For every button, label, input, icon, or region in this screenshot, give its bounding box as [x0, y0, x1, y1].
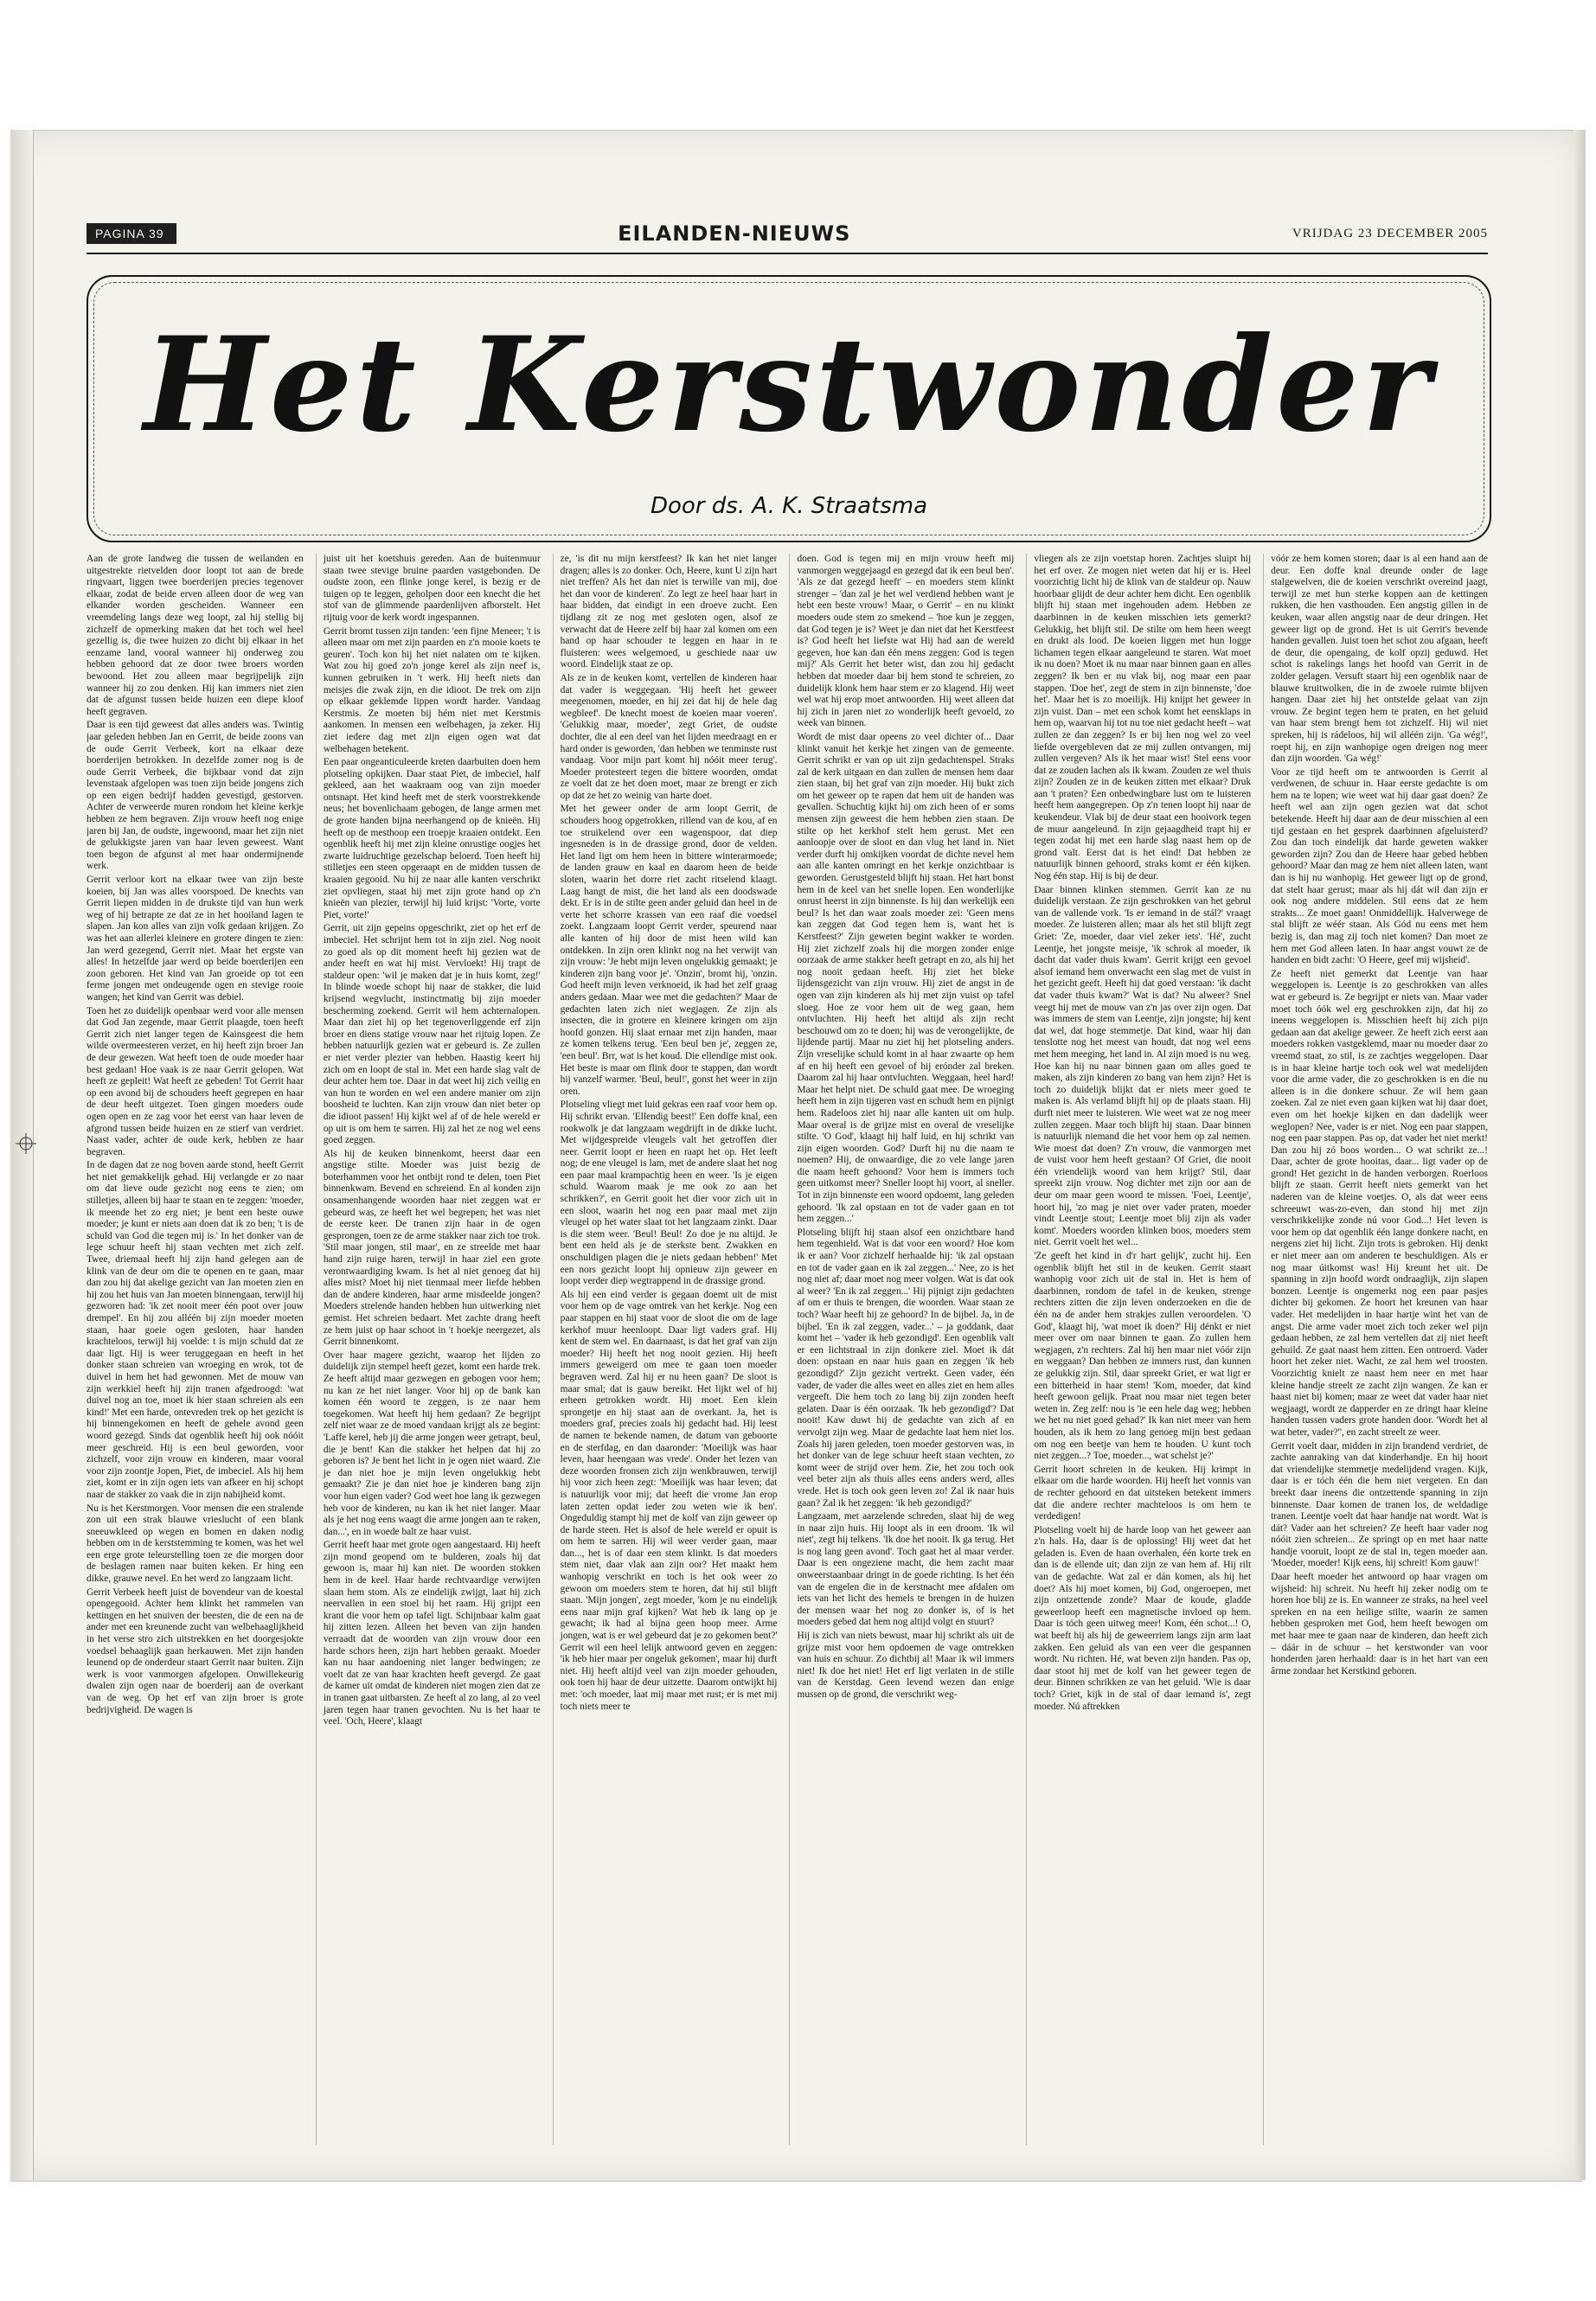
text-column-4 [789, 554, 1014, 2145]
title-banner [87, 275, 1491, 542]
paragraph: Over haar magere gezicht, waarop het lijden zo duidelijk zijn stempel heeft gezet, komt een harde trek. Ze heeft altijd maar gezwegen en gebogen voor hem; nu kan ze het niet langer. Voor hij op de bank kan komen één woord te zeggen, is ze naar hem toegekomen. Wat heeft hij hem gedaan? Ze begrijpt zelf niet waar ze de moed vandaan krijgt als ze begint: 'Laffe kerel, heb jij die arme jongen weer getrapt, beul, die je bent! Kan die stakker het helpen dat hij zo geboren is? Je bent het licht in je ogen niet waard. Zie je dan niet hoe je mijn leven ongelukkig hebt gemaakt? Zie je dan niet hoe je kinderen bang zijn voor hun eigen vader? God weet hoe lang ik gezwegen heb voor de kinderen, nu kan ik het niet langer. Maar als je het nog eens waagt die arme jongen aan te raken, dan...', en in woede balt ze haar vuist. [323, 1349, 541, 1537]
paragraph: Daar binnen klinken stemmen. Gerrit kan ze nu duidelijk verstaan. Ze zijn geschrokken van het gebrul van de vallende vork. 'Is er iemand in de stál?' vraagt moeder. Ze luisteren allen; maar als het stil blijft zegt Griet: 'Ze, moeder, daar viel zeker iets'. 'Hé', zucht Leentje, het jongste meisje, 'ik schrok al moeder, ik dacht dat vader thuis kwam'. Gerrit krijgt een gevoel alsof iemand hem onverwacht een slag met de vuist in het gezicht geeft. Heeft hij dat goed verstaan: 'ik dacht dat vader thuis kwam?' Wat is dat? Nu alweer? Snel veegt hij met de mouw van z'n jas over zijn ogen. Dat was immers de stem van Leentje, zijn jongste; hij kent dat wel, dat hoge stemmetje. Dat kind, waar hij dan tenslotte nog het meest van houdt, dat nog wel eens met hem meeging, het land in. Al zijn moed is nu weg. Hoe kan hij nu naar binnen gaan om alles goed te maken, als zijn kinderen zo bang van hem zijn? Het is toch zo duidelijk blijkt dat er niets meer goed te maken is. Als verlamd blijft hij op de plaats staan. Hij durft niet meer te luisteren. Wie weet wat ze nog meer zullen zeggen. Maar toch blijft hij staan. Daar binnen is natuurlijk niemand die het voor hem op zal nemen. Wie moest dat doen? Z'n vrouw, die vanmorgen met de vuist voor hem heeft gestaan? Of Griet, die nooit één vriendelijk woord van hem krijgt? Stil, daar spreekt zijn vrouw. Nog dichter met zijn oor aan de deur om maar geen woord te missen. 'Foei, Leentje', hoort hij, 'zo mag je niet over vader praten, moeder vindt Leentje stout; Leentje moet blij zijn als vader komt'. Moeders woorden klinken boos, moeders stem niet. Gerrit voelt het wel... [1034, 884, 1252, 1248]
paragraph: Een paar ongeanticuleerde kreten daarbuiten doen hem plotseling opkijken. Daar staat Piet, de imbeciel, half gekleed, aan het waakraam oog van zijn moeder ontsnapt. Het kind heeft met de sterk voorstrekkende neus; het bovenlichaam gebogen, de lange armen met de grote handen bijna neerhangend op de knieën. Hij heeft op de mesthoop een troepje kraaien ontdekt. Een ogenblik heeft hij met zijn kleine onrustige oogjes het zwarte luidruchtige gezelschap beloerd. Toen heeft hij stilletjes een steen opgeraapt en de midden tussen de kraaien gegooid. Nu hij ze naar alle kanten verschrikt ziet opvliegen, staat hij met zijn grote hand op z'n knieën van plezier, terwijl hij luid krijst: 'Vorte, vorte Piet, vorte!' [323, 757, 541, 920]
paragraph: vliegen als ze zijn voetstap horen. Zachtjes sluipt hij het erf over. Ze mogen niet weten dat hij er is. Heel voorzichtig licht hij de klink van de staldeur op. Nauw hoorbaar glijdt de deur achter hem dicht. Een ogenblik blijft hij staan met ingehouden adem. Hebben ze daarbinnen in de keuken misschien iets gemerkt? Gelukkig, het blijft stil. De stilte om hem heen weegt en drukt als lood. De koeien liggen met hun logge lichamen tegen elkaar aangeleund te staren. Wat moet ik nu doen? Moet ik nu maar naar binnen gaan en alles zeggen? Ik ben er nu vlak bij, nog maar een paar stappen. 'Doe het', zegt de stem in zijn binnenste, 'doe het'. Maar het is zo moeilijk. Hij knijpt het geweer in zijn vuist. Dan – met een schok komt het eensklaps in hem op, waarvan hij tot nu toe niet gedacht heeft – wat zullen ze dan zeggen? Is er bij hen nog wel zo veel liefde overgebleven dat ze mij zullen ontvangen, mij zullen vergeven? Als ik het maar wist! Stel eens voor dat ze zouden lachen als ik kwam. Zouden ze wel thuis zijn? Zouden ze in de keuken zitten met elkaar? Druk aan 't praten? Een onbedwingbare lust om te luisteren heeft hem aangegrepen. Op z'n tenen loopt hij naar de keukendeur. Vlak bij de deur staat een hooivork tegen de muur aangeleund. In zijn gejaagdheid trapt hij er tegen zodat hij met een harde slag naast hem op de grond valt. Eerst dat is het eind! Dat hebben ze natuurlijk binnen gehoord, straks komt er één kijken. Nog één stap. Hij is bij de deur. [1034, 554, 1252, 882]
paragraph: Aan de grote landweg die tussen de weilanden en uitgestrekte rietvelden door loopt tot aan de brede ringvaart, liggen twee boerderijen precies tegenover elkaar, zodat de beide erven alleen door de weg van elkander worden gescheiden. Wanneer een vreemdeling langs deze weg loopt, zal hij stellig bij zichzelf de opmerking maken dat het toch wel heel gezellig is, die twee huizen zo dicht bij elkaar in het eenzame land, vooral wanneer hij onderweg zou hebben gehoord dat ze door twee broers worden bewoond. Het zou alleen maar begrijpelijk zijn wanneer hij zo zou denken. Hij kan immers niet zien dat de afgunst tussen beide huizen een diepe kloof heeft gegraven. [87, 554, 304, 717]
paragraph: Gerrit heeft haar met grote ogen aangestaard. Hij heeft zijn mond geopend om te bulderen, zoals hij dat gewoon is, maar hij kan niet. De woorden stokken hem in de keel. Haar harde rechtvaardige verwijten slaan hem stom. Als ze eindelijk zwijgt, laat hij zich neervallen in een stoel bij het raam. Hij grijpt een krant die voor hem op tafel ligt. Schijnbaar kalm gaat hij zitten lezen. Alleen het beven van zijn handen verraadt dat de woorden van zijn vrouw door een harde schors heen, zijn hart hebben geraakt. Moeder kan nu haar aandoening niet langer bedwingen; ze voelt dat ze van haar krachten heeft gevergd. Ze gaat de kamer uit omdat de kinderen niet mogen zien dat ze in tranen gaat uitbarsten. Ze heeft al zo lang, al zo veel jaren tegen haar tranen gevochten. Nu is het haar te veel. 'Och, Heere', klaagt [323, 1540, 541, 1727]
paragraph: Toen het zo duidelijk openbaar werd voor alle mensen dat God Jan zegende, maar Gerrit plaagde, toen heeft Gerrit zich niet langer tegen de Kainsgeest die hem wilde overmeesteren verzet, en hij heeft zijn broer Jan de deur gewezen. Wat heeft toen de oude moeder haar best gedaan! Hoe vaak is ze naar Gerrit gelopen. Wat heeft ze gepleit! Wat heeft ze gebeden! Tot Gerrit haar op een avond bij de schouders heeft gegrepen en haar de deur heeft uitgezet. Toen gingen moeders oude ogen open en ze zag voor het eerst van haar leven de afgrond tussen beide huizen en ze stierf van verdriet. Naast vader, achter de oude kerk, hebben ze haar begraven. [87, 1005, 304, 1157]
registration-mark-icon [16, 1133, 36, 1154]
text-column-3 [553, 554, 778, 2145]
page-header [87, 221, 1488, 247]
paragraph: Met het geweer onder de arm loopt Gerrit, de schouders hoog opgetrokken, rillend van de kou, af en toe struikelend over een wagenspoor, dat diep ingesneden is in de drassige grond, door de velden. Het land ligt om hem heen in bittere winterarmoede; de landen grauw en kaal en daarom heen de beide sloten, waarin het dorre riet zacht ritselend klaagt. Laag hangt de mist, die het land als een doodswade dekt. Er is in de stilte geen ander geluid dan heel in de verte het schorre krassen van een raaf die voedsel zoekt. Langzaam loopt Gerrit verder, speurend naar alle kanten of hij door de mist heen wild kan ontdekken. In zijn oren klinkt nog na het verwijt van zijn vrouw: 'Je hebt mijn leven ongelukkig gemaakt; je kinderen zijn bang voor je'. 'Onzin', bromt hij, 'onzin. God heeft mijn leven verknoeid, ik had het zelf graag anders gedaan. Maar wee met die gedachten?' Maar de gedachten laten zich niet wegjagen. Ze zijn als insecten, die in grotere en kleinere kringen om zijn hoofd gonzen. Hij slaat ernaar met zijn handen, maar ze komen telkens terug. 'Een beul ben je', zeggen ze, 'een beul'. Brr, wat is het koud. Die ellendige mist ook. Het beste is maar om flink door te stappen, dan wordt hij vanzelf warmer. 'Beul, beul!', gonst het weer in zijn oren. [560, 804, 778, 1097]
text-column-6 [1263, 554, 1488, 2145]
page-number: PAGINA 39 [87, 223, 176, 244]
paragraph: 'Ze geeft het kind in d'r hart gelijk', zucht hij. Een ogenblik blijft het stil in de keuken. Gerrit staart wanhopig voor zich uit de stal in. Het is hem of daarbinnen, rondom de tafel in de keuken, strenge rechters zitten die zijn leven onderzoeken en die de één na de ander hem strakjes zullen veroordelen. 'O God', klaagt hij, 'wat moet ik doen?' Hij dénkt er niet meer over om naar binnen te gaan. Zo zullen hem wegjagen, z'n rechters. Zal hij hen maar niet vóór zijn en weggaan? Dan hebben ze immers rust, dan kunnen ze gelukkig zijn. Stil, daar spreekt Griet, er wat ligt er een bitterheid in haar stem! 'Kom, moeder, dat kind heeft gewoon gelijk. Praat nou maar niet tegen beter weten in. Zeg zelf: nou is 'ie een hele dag weg; hebben we het nu niet goed gehad?' Ik kan niet meer van hem houden, als ik hem zo lang genoeg mijn best gedaan om nog een beetje van hem te houden. U kunt toch niet zeggen...? Toe, moeder..., wat schelst je?' [1034, 1251, 1252, 1462]
header-rule [87, 253, 1488, 254]
text-column-5 [1026, 554, 1251, 2145]
paragraph: Daar is een tijd geweest dat alles anders was. Twintig jaar geleden hebben Jan en Gerrit, de beide zoons van de oude Gerrit Verbeek, kort na elkaar deze boerderijen betrokken. In dezelfde zomer nog is de oude Gerrit Verbeek, die bijkbaar vond dat zijn levenstaak afgelopen was toen zijn beide jongens zich op een eigen bedrijf hadden gevestigd, gestorven. Achter de verweerde muren rondom het kleine kerkje hebben ze hem begraven. Zijn vrouw heeft nog enige jaren bij Jan, de oudste, ingewoond, maar het zijn niet de gelukkigste jaren van haar leven geweest. Want toen begon de afgunst al met haar ondermijnende werk. [87, 720, 304, 872]
paragraph: ze, 'is dit nu mijn kerstfeest? Ik kan het niet langer dragen; alles is zo donker. Och, Heere, kunt U zijn hart niet treffen? Als het dan niet is terwille van mij, doe het dan voor de kinderen'. Zo legt ze heel haar hart in haar bidden, dat eindigt in een droeve zucht. Een tijdlang zit ze nog met gesloten ogen, alsof ze verwacht dat de Heere zelf bij haar zal komen om een hand op haar schouder te leggen en haar in te fluisteren: wees welgemoed, u geschiede naar uw woord. Eindelijk staat ze op. [560, 554, 778, 670]
paragraph: Wordt de mist daar opeens zo veel dichter of... Daar klinkt vanuit het kerkje het zingen van de gemeente. Gerrit schrikt er van op uit zijn gedachtenspel. Straks zal de kerk uitgaan en dan zullen de mensen hem daar zien staan, bij het graf van zijn moeder. Hij bukt zich om het geweer op te rapen dat hem uit de handen was gevallen. Schuchtig kijkt hij om zich heen of er soms mensen zijn geweest die hem hebben zien staan. De stilte op het kerkhof stelt hem gerust. Met een aanloopje over de sloot en dan vlug het land in. Niet verder durft hij omkijken voordat de dichte nevel hem aan alle kanten omringt en het kerkje onzichtbaar is geworden. Gerustgesteld blijft hij staan. Het hart bonst hem in de keel van het snelle lopen. Een wonderlijke onrust heerst in zijn binnenste. Is hij dan werkelijk een beul? Is het dan waar zoals moeder zei: 'Geen mens kan zeggen dat God tegen hem is, want het is Kerstfeest?' Zijn geweten begint wakker te worden. Hij ziet zichzelf zoals hij die morgen zonder enige oorzaak de arme stakker heeft getrapt en zo, als hij het nog nooit gedaan heeft. Hij ziet het bleke lijdensgezicht van zijn vrouw. Hij ziet de angst in de ogen van zijn kinderen als hij met zijn vuist op tafel sloeg. Hoe ze voor hem uit de weg gaan, hem ontvluchten. Hij heeft het altijd als zijn recht beschouwd om zo te doen; hij was de verongelijkte, de lijdende partij. Maar nu ziet hij het plotseling anders. Zijn vreselijke schuld komt in al haar zwaarte op hem af en hij heeft een gevoel of hij erónder zal breken. Daarom zal hij haar ontvluchten. Weggaan, heel hard! Maar het helpt niet. De schuld gaat mee. De wroeging heeft hem in zijn tijgeren vast en schudt hem en pijnigt hem. Radeloos ziet hij naar alle kanten uit om hulp. Maar overal is de grijze mist en overal de vreselijke stilte. 'O God', klaagt hij half luid, en hij schrikt van zijn eigen woorden. God? Durft hij nu die naam te noemen? Hij, de onwaardige, die zo vele lange jaren die naam heeft gehoond? Voor hem is immers toch geen uitkomst meer? Sneller loopt hij voort, al sneller. Tot in zijn binnenste een woord opdoemt, lang geleden gehoord. 'Ik zal opstaan en tot de vader gaan en tot hem zeggen...' [797, 731, 1015, 1225]
paragraph: Daar heeft moeder het antwoord op haar vragen om wijsheid: hij schreit. Nu heeft hij zeker nodig om te horen hoe blij ze is. En wanneer ze straks, na heel veel spreken en na een heilige stilte, waarin ze samen hebben gesproken met God, hem heeft bewogen om met haar mee te gaan naar de kinderen, dan heeft zich – dáár in de schuur – het kerstwonder van voor honderden jaren herhaald: daar is in het hart van een ârme zondaar het Kerstkind geboren. [1271, 1572, 1488, 1676]
paragraph: Als hij een eind verder is gegaan doemt uit de mist voor hem op de vage omtrek van het kerkje. Nog een paar stappen en hij staat voor de sloot die om de lage kerkhof muur heenloopt. Daar ligt vaders graf. Hij kent de stem wel. En daarnaast, is dat het graf van zijn moeder? Hij heeft het nog nooit gezien. Hij heeft immers geweigerd om mee te gaan toen moeder begraven werd. Zal hij er nu heen gaan? De sloot is maar smal; dat is gauw bereikt. Het lijkt wel of hij erheen getrokken wordt. Hij moet. Een klein sprongetje en hij staat aan de overkant. Ja, het is moeders graf, precies zoals hij gedacht had. Hij leest de namen te bekende namen, de datum van geboorte en de sterfdag, en dan daaronder: 'Moeilijk was haar leven, haar heengaan was vrede'. Onder het lezen van deze woorden fronsen zich zijn wenkbrauwen, terwijl hij voor zich heen zegt: 'Moeilijk was haar leven; dat is natuurlijk voor mij; dat heeft die vrome Jan erop laten zetten opdat ieder zou weten wie ik ben'. Ongeduldig stampt hij met de kolf van zijn geweer op de harde steen. Het is alsof de hele wereld er opuit is om hem te sarren. Hij wil weer verder gaan, maar dan..., het is of daar een stem klinkt. Is dat moeders stem niet, daar vlak aan zijn oor? Het maakt hem wanhopig verschrikt en toch is het ook weer zo gewoon om moeders stem te horen, dat hij stil blijft staan. 'Mijn jongen', zegt moeder, 'kom je nu eindelijk eens naar mijn graf kijken? Wat heb ik lang op je gewacht; ik had al bijna geen hoop meer. Arme jongen, wat is er wel gebeurd dat je zo gekomen bent?' Gerrit wil een heel lelijk antwoord geven en zeggen: 'ik heb hier maar per ongeluk gekomen', maar hij durft niet. Hij heeft altijd veel van zijn moeder gehouden, ook toen hij haar de deur uitzette. Daarom ontwijkt hij met: 'och moeder, laat mij maar met rust; er is met mij toch niets meer te [560, 1289, 778, 1712]
page-edge-left [10, 130, 34, 2180]
paragraph: doen. God is tegen mij en mijn vrouw heeft mij vanmorgen weggejaagd en gezegd dat ik een beul ben'. 'Als ze dat gezegd heeft' – en moeders stem klinkt strenger – 'dan zal je het wel verdiend hebben want je hebt een beste vrouw! Maar, o Gerrit' – en nu klinkt moeders oude stem zo smekend – 'hoe kun je zeggen, dat God tegen je is? Weet je dan niet dat het Kerstfeest is? God heeft het liefste wat Hij had aan de wereld gegeven, hoe kan dan één mens zeggen: God is tegen mij?' Als Gerrit het beter wist, dan zou hij gedacht hebben dat moeder daar bij hem stond te schreien, zo duidelijk klonk hem haar stem er zo klagend. Hij weet wel wat hij erop moet antwoorden. Hij weet alleen dat hij zich in jaren niet zo wonderlijk heeft gevoeld, zo week van binnen. [797, 554, 1015, 729]
paragraph: Gerrit bromt tussen zijn tanden: 'een fijne Meneer; 't is alleen maar om met zijn paarden en z'n mooie koets te geuren'. Toch kon hij het niet nalaten om te kijken. Wat zou hij goed zo'n jonge kerel als zijn neef is, kunnen gebruiken in 't werk. Hij heeft niets dan meisjes die zwak zijn, en die idioot. De trek om zijn op elkaar geklemde lippen wordt harder. Vandaag Kerstmis. Ze moeten bij hém niet met Kerstmis aankomen. In mensen een welbehagen, ja zeker. Hij ziet iedere dag met zijn eigen ogen wat dat welbehagen betekent. [323, 625, 541, 754]
paragraph: Plotseling blijft hij staan alsof een onzichtbare hand hem tegenhield. Wat is dat voor een woord? Hoe kom ik er aan? Voor zichzelf herhaalde hij: 'ik zal opstaan en tot de vader gaan en ik zal zeggen...' Nee, zo is het nog niet af; daar moet nog meer volgen. Wat is dat ook al weer? 'En ik zal zeggen...' Hij pijnigt zijn gedachten af om er thuis te brengen, die woorden. Waar staan ze toch? Waar heeft hij ze gehoord? In de bijbel. Ja, in de bijbel. 'En ik zal zeggen, vader...' – ja goddank, daar komt het – 'vader ik heb gezondigd'. Een ogenblik valt er een lichtstraal in zijn donkere ziel. Moet ik dát doen: opstaan en naar huis gaan en zeggen 'ik heb gezondigd?' Zijn gezicht vertrekt. Geen vader, één vader, de vader die alles weet en alles ziet en hem alles vergeeft. Die hem toch zo lang bij zijn zonden heeft gelaten. Daar is één oorzaak. 'Ik heb gezondigd'? Dat nooit! Kaw duwt hij de gedachte van zich af en vervolgt zijn weg. Maar de gedachte laat hem niet los. Zoals hij jaren geleden, toen moeder gestorven was, in het donker van de lege schuur heeft staan vechten, zo komt weer de strijd over hem. Zie, het zou toch ook veel beter zijn als thuis alles eens anders werd, alles vrede. Het is toch ook geen leven zo! Zal ik naar huis gaan? Zal ik het zeggen: 'ik heb gezondigd?' [797, 1227, 1015, 1509]
paragraph: Voor ze tijd heeft om te antwoorden is Gerrit al verdwenen, de schuur in. Haar eerste gedachte is om hem na te lopen; wie weet wat hij daar gaat doen? Ze heeft wel aan zijn ogen gezien wat dat schot betekende. Heeft hij daar aan de deur misschien al een tijd gestaan en het gesprek daarbinnen afgeluisterd? Zou dan toch eindelijk dat harde geweten wakker geworden zijn? Zou dan de Heere haar gebed hebben gehoord? Maar dan mag ze hem niet alleen laten, want dan is hij nu wanhopig. Het geweer ligt op de grond, dat stelt haar gerust; maar als hij dát wil dan zijn er ook nog andere middelen. Stil eens dat ze hem strakts... Ze moet gaan! Onmiddellijk. Halverwege de stal blijft ze wéér staan. Als Gód nu eens met hem bezig is, dan mag zij toch niet komen? Dan moet ze hem met God alleen laten. In haar angst vouwt ze de handen en bidt zacht: 'O Heere, geef mij wijsheid'. [1271, 766, 1488, 966]
masthead: EILANDEN-NIEUWS [618, 221, 851, 246]
article-title: Het Kerstwonder [144, 309, 1434, 461]
paragraph: Plotseling vliegt met luid gekras een raaf voor hem op. Hij schrikt ervan. 'Ellendig beest!' Een doffe knal, een rookwolk je dat langzaam wegdrijft in de dikke lucht. Met wijdgespreide vleugels valt het getroffen dier neer. Gerrit loopt er heen en raapt het op. Het leeft nog; de ene vleugel is lam, met de andere slaat het nog een paar maal krampachtig heen en weer. 'Is je eigen schuld. Waarom maak je me ook zo aan het schrikken?', en Gerrit gooit het dier voor zich uit in een sloot, waarin het nog een paar maal met zijn vleugel op het water slaat tot het langzaam zinkt. Daar is die stem weer. 'Beul! Beul! Zo doe je nu altijd. Je bent een held als je de sterkste bent. Zwakken en onschuldigen plagen die je niets gedaan hebben!' Met een nors gezicht loopt hij opnieuw zijn geweer en loopt verder diep wegtrappend in de drassige grond. [560, 1099, 778, 1287]
paragraph: Nu is het Kerstmorgen. Voor mensen die een stralende zon uit een strak blauwe vrieslucht of een blank sneeuwkleed op wegen en bomen en daken nodig hebben om in de kerststemming te komen, was het wel een erge grote teleurstelling toen ze die morgen door de beslagen ramen naar buiten keken. Er hing een dikke, grauwe nevel. En het werd zo langzaam licht. [87, 1503, 304, 1585]
text-column-1 [87, 554, 304, 2145]
paragraph: Hij is zich van niets bewust, maar hij schrikt als uit de grijze mist voor hem opdoemen de vage omtrekken van huis en schuur. Zo dichtbij al! Maar ik wil immers niet! Ik doe het niet! Het erf ligt verlaten in de stille van de Kerstdag. Geen levend wezen dan enige mussen op de grond, die verschrikt weg- [797, 1631, 1015, 1700]
paragraph: Langzaam, met aarzelende schreden, slaat hij de weg in naar zijn huis. Hij loopt als in een droom. 'Ik wil niet', zegt hij telkens. 'Ik doe het nooit. Ik ga terug. Het is nog lang geen avond'. Toch gaat het al maar verder. Daar is een ongeziene macht, die hem zacht maar onweerstaanbaar dringt in de goede richting. Is het één van de engelen die in de kerstnacht mee afdalen om iets van het licht des hemels te brengen in de huizen der mensen waar het nog zo donker is, of is het moeders gebed dat hem nog altijd volgt en stuurt? [797, 1511, 1015, 1628]
paragraph: Als ze in de keuken komt, vertellen de kinderen haar dat vader is weggegaan. 'Hij heeft het geweer meegenomen, moeder, en hij zei dat hij de hele dag wegbleef'. De knecht moest de koeien maar voeren'. 'Gelukkig maar, moeder', zegt Griet, de oudste dochter, die al een deel van het lijden meedraagt en er hard onder is geworden, 'dan hebben we tenminste rust vandaag. Voor mijn part komt hij nóóit meer terug'. Moeder protesteert tegen die bittere woorden, omdat ze voelt dat ze het doen moet, maar ze brengt er zich op dat ze het zo weinig van harte doet. [560, 672, 778, 801]
paragraph: In de dagen dat ze nog boven aarde stond, heeft Gerrit het niet gemakkelijk gehad. Hij verlangde er zo naar om dat lieve oude gezicht nog eens te zien; om stilletjes, alleen bij haar te staan en te zeggen: 'moeder, ik meende het zo erg niet; je bent een beste ouwe moeder; je kunt er niets aan doen dat ik zo ben; 't is de schuld van God die tegen mij is.' In het donker van de lege schuur heeft hij staan vechten met zich zelf. Twee, driemaal heeft hij zijn hand gelegen aan de klink van de deur om die te openen en te gaan, maar dan zou hij dat akelige gezicht van Jan moeten zien en hij zou het huis van Jan moeten binnengaan, terwijl hij gezworen had: 'ik zet nooit meer één poot over jouw drempel'. En hij zou alléén bij zijn moeder moeten staan, haar goeie ogen gesloten, haar handen krachteloos, terwijl hij voelde: t is mijn schuld dat ze daar ligt. Hij is weer teruggegaan en heeft in het donker staan schreien van wroeging en wrok, tot de duivel in hem het had gewonnen. Met de mouw van zijn werkkiel heeft hij zijn tranen afgedroogd: 'wat duivel nog an toe, moet ik hier staan schreien als een kind!' Met een harde, ontevreden trek op het gezicht is hij binnengekomen en heeft de gehele avond geen woord gezegd. Sinds dat ogenblik heeft hij ook nóóit meer geschreid. Hij is een beul geworden, voor zichzelf, voor zijn vrouw en kinderen, maar vooral voor zijn zoontje Jopen, Piet, de imbeciel. Als hij hem ziet, komt er in zijn ogen iets van afkeer en hij schopt naar de stakker zo vaak die in zijn nabijheid komt. [87, 1160, 304, 1500]
paragraph: Gerrit Verbeek heeft juist de bovendeur van de koestal opengegooid. Achter hem klinkt het rammelen van kettingen en het snuiven der beesten, die de een na de ander met een kreunende zucht van welbehaaglijkheid in het verse stro zich uitstrekken en het doorgesjokte voedsel behaaglijk gaan herkauwen. Met zijn handen leunend op de onderdeur staart Gerrit naar buiten. Zijn werk is voor vanmorgen afgelopen. Onwillekeurig dwalen zijn ogen naar de boerderij aan de overkant van de weg. Op het erf van zijn broer is grote bedrijvigheid. De wagen is [87, 1586, 304, 1715]
paragraph: Als hij de keuken binnenkomt, heerst daar een angstige stilte. Moeder was juist bezig de boterhammen voor het ontbijt rond te delen, toen Piet binnenkwam. Bevend en schreiend. En al konden zijn onsamenhangende woorden haar niet zeggen wat er gebeurd was, ze heeft het wel begrepen; het was niet de eerste keer. De tranen zijn haar in de ogen gesprongen, toen ze de arme stakker naar zich toe trok. 'Stil maar jongen, stil maar', en ze streelde met haar hand zijn ruige haren, terwijl in haar ziel een grote verontwaardiging kwam. Is het al niet genoeg dat hij alles mist? Moet hij niet tienmaal meer liefde hebben dan de andere kinderen, haar arme misdeelde jongen? Moeders strelende handen hebben hun uitwerking niet gemist. Het schreien bedaart. Met zachte drang heeft ze hem juist op haar schoot in 't hoekje neergezet, als Gerrit binnenkomt. [323, 1148, 541, 1348]
paragraph: juist uit het koetshuis gereden. Aan de buitenmuur staan twee stevige bruine paarden vastgebonden. De oudste zoon, een flinke jonge kerel, is bezig er de tuigen op te leggen, geholpen door een knecht die het stof van de glimmende paardenlijven afborstelt. Het rijtuig voor de kerk wordt ingespannen. [323, 554, 541, 623]
text-column-2 [316, 554, 541, 2145]
paragraph: Ze heeft niet gemerkt dat Leentje van haar weggelopen is. Leentje is zo geschrokken van alles wat er gebeurd is. Ze begrijpt er niets van. Maar vader moet toch óók wel erg geschrokken zijn, dat hij zo ineens weggelopen is. Misschien heeft hij zich pijn gedaan aan dat akelige geweer. Ze heeft zich eerst aan moeders rokken vastgeklemd, maar nu moeder daar zo vreemd staat, zo stil, is ze zachtjes weggelopen. Daar is in haar kleine hartje toch ook wel wat medelijden voor die arme vader, die zo geschrokken is en die nu alleen is in die donkere schuur. Ze wil hem gaan zoeken. Zal ze niet even gaan kijken wat hij daar doet, even om het hoekje kijken en dan dadelijk weer weglopen? Nee, vader is er niet. Nog een paar stappen, nog een paar stappen. Pas op, dat vader het niet merkt! Dan zou hij zó boos worden... O wat schrikt ze...! Daar, achter de grote hooitas, daar... ligt vader op de grond! Het gezicht in de handen verborgen. Roerloos blijft ze staan. Gerrit heeft niets gemerkt van het naderen van de kleine voetjes. O, als dat weer eens schreeuwt was-zo-even, dan stond hij met zijn verschrikkelijke zonde nú voor God...! Het leven is voor hem op dat ogenblik één lange donkere nacht, en nergens ziet hij licht. Zijn trots is gebroken. Hij denkt er niet meer aan om anderen te beschuldigen. Als er nog maar úitkomst was! Hij kreunt het uit. De spanning in zijn hoofd wordt ondraaglijk, zijn slapen bonzen. Leentje is ongemerkt nog een paar pasjes dichter bij gekomen. Ze hoort het kreunen van haar vader. Het medelijden in haar hartje wint het van de angst. Die arme vader moet zich toch zeker wel pijn gedaan hebben, ze zal hem vertellen dat zij niet heeft gehuild. Ze gaat naast hem zitten. Een ontroerd. Vader hoort het zeker niet. Wacht, ze zal hem wel troosten. Voorzichtig knielt ze naast hem neer en met haar kleine handje streelt ze zacht zijn wangen. Ze kan er haast niet bij komen; maar ze weet dat vader haar niet wegjaagt, wordt ze dapperder en ze dringt haar kleine handen tussen vaders grote handen door. 'Wordt het al wat beter, vader?'', en zacht streelt ze weer. [1271, 968, 1488, 1438]
article-body [87, 554, 1488, 2145]
issue-date: VRIJDAG 23 DECEMBER 2005 [1292, 226, 1488, 240]
paragraph: Gerrit voelt daar, midden in zijn brandend verdriet, de zachte aanraking van dat kinderhandje. En hij hoort dat vriendelijke stemmetje medelijdend vragen. Kijk, daar is er tóch één die hem niet vergeten. En dan breekt daar ineens die ontzettende spanning in zijn binnenste. Daar komen de tranen los, de weldadige tranen. Leentje voelt dat haar handje nat wordt. Wat is dát? Vader aan het schreien? Ze heeft haar vader nog nóóit zien schreien... Ze springt op en met haar natte handje vooruit, loopt ze de stal in, tegen moeder aan. 'Moeder, moeder! Kijk eens, hij schreit! Kom gauw!' [1271, 1440, 1488, 1569]
paragraph: Gerrit, uit zijn gepeins opgeschrikt, ziet op het erf de imbeciel. Het schrijnt hem tot in zijn ziel. Nog nooit zo goed als op dit moment heeft hij gezien wat de ander heeft en wat hij mist. Vervloekt! Hij trapt de staldeur open: 'wil je maken dat je in huis komt, zeg!' In blinde woede schopt hij naar de stakker, die luid krijsend wegvlucht, instinctmatig bij zijn moeder bescherming zoekend. Gerrit wil hem achternalopen. Maar dan ziet hij op het tegenoverliggende erf zijn broer en diens statige vrouw naar het rijtuig lopen. Ze hebben natuurlijk gezien wat er gebeurd is. Ze zullen er niet verder plezier van hebben. Haastig keert hij zich om en loopt de stal in. Met een harde slag valt de deur achter hem toe. Daar in dat weet hij zich veilig en van hun te worden en wel een andere manier om zijn boosheid te luchten. Kan zijn vrouw dan niet beter op die idioot passen! Hij kijkt wel af of de hele wereld er op uit is om hem te sarren. Hij zal het ze nog wel eens goed zeggen. [323, 923, 541, 1146]
paragraph: Gerrit verloor kort na elkaar twee van zijn beste koeien, bij Jan was alles voorspoed. De knechts van Gerrit liepen midden in de drukste tijd van hun werk weg of hij betrapte ze dat ze in het hooiland lagen te slapen. Jan kon alles van zijn volk gedaan krijgen. Zo was het aan allerlei kleinere en grotere dingen te zien: Jan werd gezegend, Gerrit niet. Maar het ergste van alles! In hetzelfde jaar werd op beide boerderijen een zoon geboren. Het kind van Jan groeide op tot een ferme jongen met ondeugende ogen en stevige rooie wangen; het kind van Gerrit was debiel. [87, 875, 304, 1003]
article-byline: Door ds. A. K. Straatsma [651, 493, 927, 519]
paragraph: Gerrit hoort schreien in de keuken. Hij krimpt in elkaar om die harde woorden. Hij heeft het vonnis van de rechter gehoord en dat uitsteken betekent immers dat die andere rechter machteloos is om hem te verdedigen! [1034, 1464, 1252, 1522]
page-edge-right [1574, 130, 1586, 2180]
paragraph: Plotseling voelt hij de harde loop van het geweer aan z'n hals. Ha, daar is de oplossing! Hij weet dat het geladen is. Even de haan overhalen, één korte trek en dan is de ellende uit; dan zijn ze van hem af. Hij rilt van de gedachte. Wat zal er dán komen, als hij het doet? Als hij moet komen, bij God, ongeroepen, met zijn ontzettende zonde? Maar de koude, gladde geweerloop heeft een magnetische invloed op hem. Daar is tóch geen uitweg meer! Kom, één schot...! O, wat beeft hij als hij de geweerriem langs zijn arm laat zakken. Een geluid als van een veer die gespannen wordt. Nu richten. Hé, wat beven zijn handen. Pas op, daar stoot hij met de kolf van het geweer tegen de deur. Binnen schrikken ze van het geluid. 'Wie is daar toch? Griet, kijk in de stal of daar iemand is', zegt moeder. Nú aftrekken [1034, 1524, 1252, 1712]
paragraph: vóór ze hem komen storen; daar is al een hand aan de deur. Een doffe knal dreunde onder de lage stalgewelven, die de koeien verschrikt overeind jaagt, terwijl ze met hun sterke koppen aan de kettingen rukken, die hen vasthouden. Een angstig gillen in de keuken, waar allen angstig naar de deur dringen. Het geweer ligt op de grond. Het is uit Gerrit's bevende handen gevallen. Juist toen het schot zou afgaan, heeft de deur, die opengaing, de kolf opzij geduwd. Het schot is rakelings langs het hoofd van Gerrit in de zolder gelagen. Versuft staart hij een ogenblik naar de blauwe kruitwolken, die in de zwoele ruimte blijven hangen. Daar ziet hij het ontstelde gelaat van zijn vrouw. Ze begint tegen hem te praten, en het geluid van haar stem brengt hem tot zichzelf. Hij wil niet spreken, hij is rádeloos, hij wil alléén zijn. 'Ga wég!', roept hij, en zijn wanhopige ogen dreigen nog meer dan zijn woorden. 'Ga wég!' [1271, 554, 1488, 765]
